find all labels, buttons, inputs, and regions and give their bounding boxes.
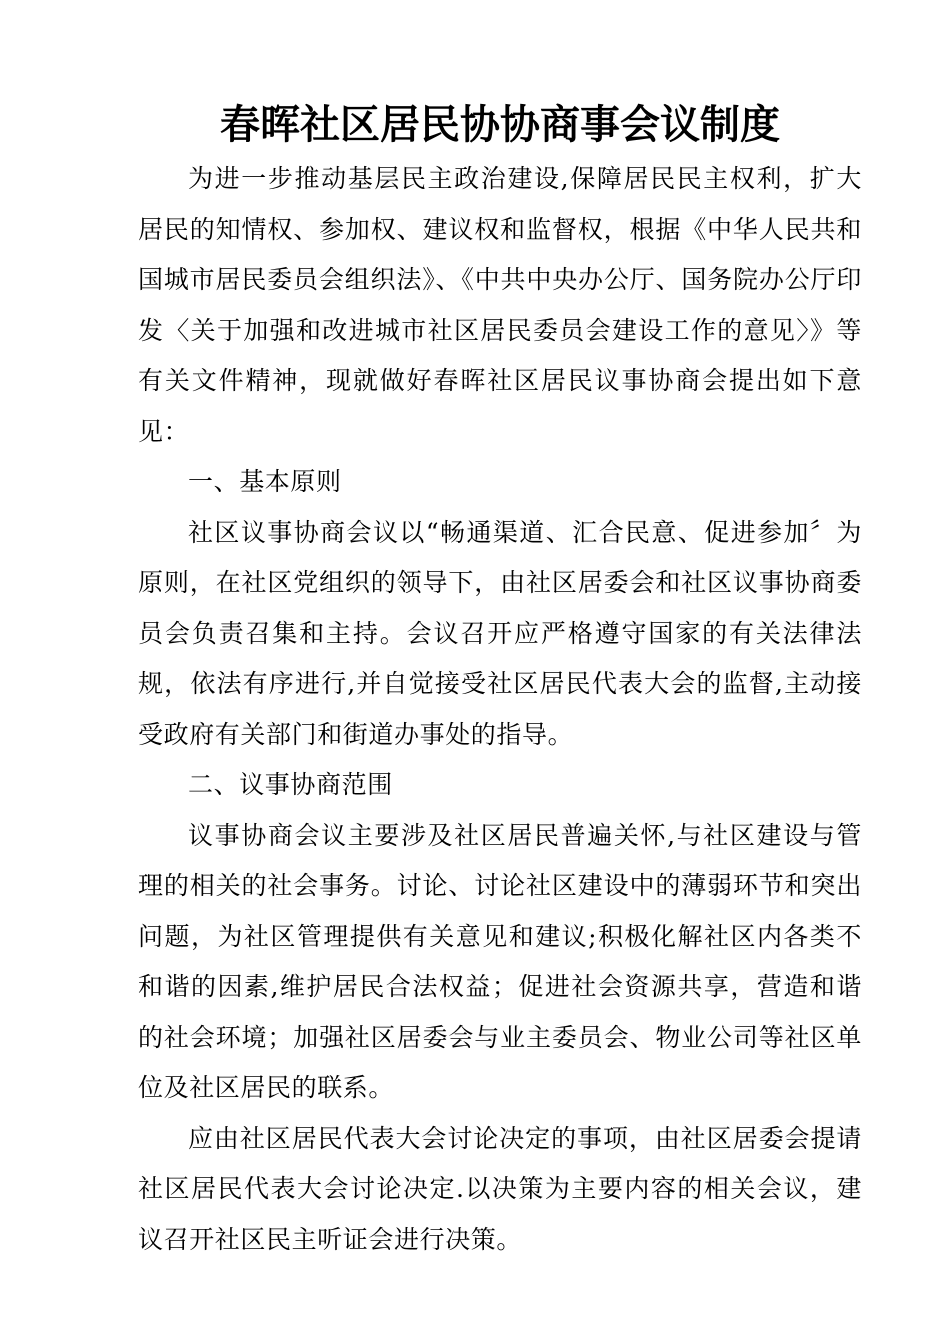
basic-principles-paragraph: 社区议事协商会议以“畅通渠道、汇合民意、促进参加〞为原则，在社区党组织的领导下，由社区居委会和社区议事协商委员会负责召集和主持。会议召开应严格遵守国家的有关法律法规，依法有序进行,并自觉接受社区居民代表大会的监督,主动接受政府有关部门和街道办事处的指导。 xyxy=(138,517,862,749)
document-title: 春晖社区居民协协商事会议制度 xyxy=(220,101,780,148)
section-heading-scope: 二、议事协商范围 xyxy=(188,770,393,799)
scope-paragraph-1: 议事协商会议主要涉及社区居民普遍关怀,与社区建设与管理的相关的社会事务。讨论、讨论社区建设中的薄弱环节和突出问题，为社区管理提供有关意见和建议;积极化解社区内各类不和谐的因素,维护居民合法权益；促进社会资源共享，营造和谐的社会环境；加强社区居委会与业主委员会、物业公司等社区单位及社区居民的联系。 xyxy=(138,820,862,1102)
scope-paragraph-2: 应由社区居民代表大会讨论决定的事项，由社区居委会提请社区居民代表大会讨论决定.以决策为主要内容的相关会议，建议召开社区民主听证会进行决策。 xyxy=(138,1123,862,1254)
intro-paragraph: 为进一步推动基层民主政治建设,保障居民民主权利，扩大居民的知情权、参加权、建议权和监督权，根据《中华人民共和国城市居民委员会组织法》、《中共中央办公厅、国务院办公厅印发〈关于加强和改进城市社区居民委员会建设工作的意见〉》等有关文件精神，现就做好春晖社区居民议事协商会提出如下意见： xyxy=(138,164,862,446)
section-heading-basic-principles: 一、基本原则 xyxy=(188,467,342,496)
document-page xyxy=(138,96,862,1265)
